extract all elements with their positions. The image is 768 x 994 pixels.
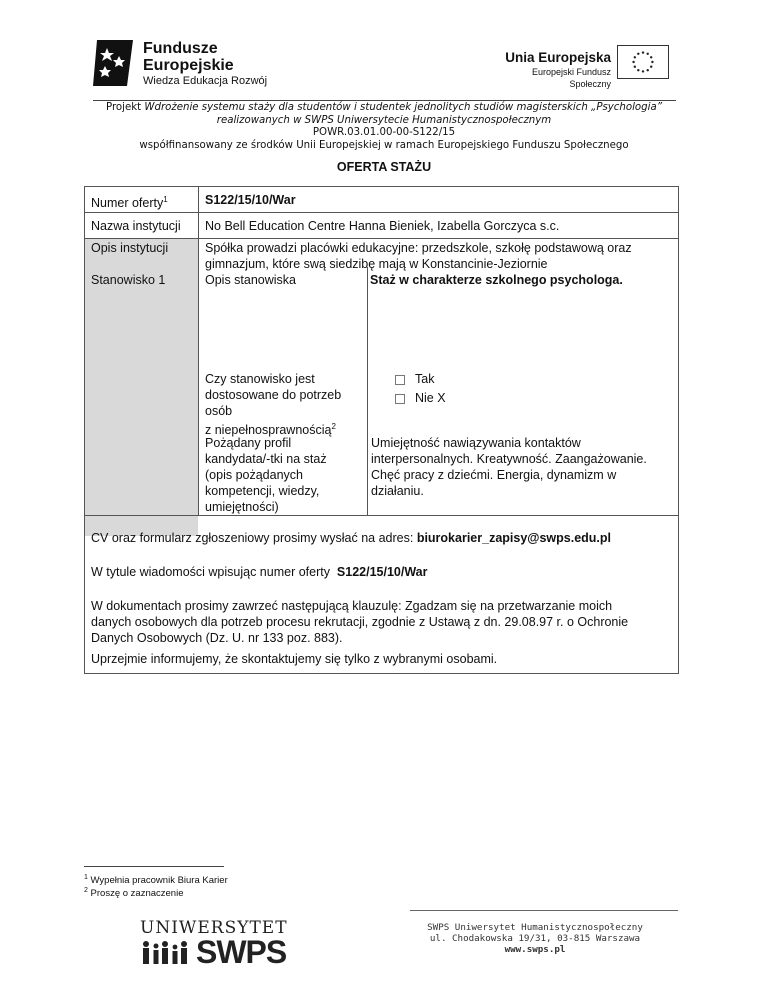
fe-title-line2: Europejskie (143, 57, 234, 74)
ue-label (496, 50, 611, 90)
row-divider (85, 515, 678, 516)
offer-number-value: S122/15/10/War (205, 193, 296, 207)
address-line2: ul. Chodakowska 19/31, 03-815 Warszawa (429, 933, 641, 944)
cv-email-link[interactable]: biurokarier_zapisy@swps.edu.pl (416, 531, 612, 545)
institution-label: Nazwa instytucji (91, 219, 181, 233)
checkbox-yes-icon[interactable] (395, 375, 405, 385)
swps-address (400, 922, 670, 955)
project-info (60, 102, 708, 152)
profile-label: Pożądany profil kandydata/-tki na staż (opis pożądanych kompetencji, wiedzy, umiejętności) (205, 436, 327, 514)
project-title: Wdrożenie systemu staży dla studentów i studentek jednolitych studiów magisterskich „Psychologia” (144, 102, 662, 113)
offer-title: OFERTA STAŻU (336, 160, 432, 174)
people-silhouette-icon (140, 940, 190, 966)
fe-title-line1: Fundusze (143, 40, 218, 57)
header-divider (93, 100, 676, 101)
ue-subtitle: Europejski Fundusz Społeczny (531, 67, 611, 89)
checkbox-no-icon[interactable] (395, 394, 405, 404)
eu-flag-icon (617, 45, 669, 79)
fundusze-europejskie-logo (93, 40, 293, 90)
address-line1: SWPS Uniwersytet Humanistycznospołeczny (427, 922, 643, 933)
institution-value: No Bell Education Centre Hanna Bieniek, Izabella Gorczyca s.c. (205, 219, 560, 233)
option-no[interactable]: Nie X (395, 390, 446, 406)
ue-title: Unia Europejska (505, 50, 611, 65)
description-line2: gimnazjum, które swą siedzibę mają w Konstancinie-Jeziornie (205, 257, 548, 271)
position-label: Stanowisko 1 (91, 273, 166, 287)
offer-number-label: Numer oferty$^1$ (91, 195, 168, 211)
footnote-2: $^2$ Proszę o zaznaczenie (84, 887, 184, 900)
project-prefix: Projekt (106, 102, 145, 113)
swps-logo (140, 918, 300, 970)
website-link[interactable]: www.swps.pl (504, 944, 566, 955)
row-divider (85, 212, 678, 213)
description-label: Opis instytucji (91, 241, 169, 255)
subject-instruction: W tytule wiadomości wpisując numer oferty S122/15/10/War (91, 565, 428, 579)
position-desc-value: Staż w charakterze szkolnego psychologa. (370, 273, 623, 287)
row-divider (85, 238, 678, 239)
fe-star-logo-icon (93, 40, 137, 86)
cv-instruction: CV oraz formularz zgłoszeniowy prosimy wysłać na adres: biurokarier_zapisy@swps.edu.pl (91, 531, 612, 545)
project-cofinance: współfinansowany ze środków Unii Europejskiej w ramach Europejskiego Funduszu Społecznego (139, 139, 629, 151)
adapted-label: Czy stanowisko jest dostosowane do potrzeb osób z niepełnosprawnością$^2$ (205, 372, 342, 438)
fe-subtitle: Wiedza Edukacja Rozwój (143, 75, 268, 87)
option-yes[interactable]: Tak (395, 371, 434, 387)
swps-logo-line2: SWPS (196, 934, 287, 970)
position-desc-label: Opis stanowiska (205, 273, 297, 287)
project-line1 (60, 102, 708, 115)
project-code: POWR.03.01.00-00-S122/15 (312, 127, 456, 139)
footnote-divider (84, 866, 224, 867)
footnote-1: $^1$ Wypełnia pracownik Biura Karier (84, 874, 228, 887)
column-divider (198, 187, 199, 515)
project-university: realizowanych w SWPS Uniwersytecie Humanistycznospołecznym (216, 114, 552, 126)
project-line2 (60, 115, 708, 128)
inner-column-divider (367, 267, 368, 515)
description-line1: Spółka prowadzi placówki edukacyjne: przedszkole, szkołę podstawową oraz (205, 241, 632, 255)
offer-table (84, 186, 679, 674)
swps-logo-line1: UNIWERSYTET (140, 918, 288, 938)
contact-notice: Uprzejmie informujemy, że skontaktujemy się tylko z wybranymi osobami. (91, 652, 498, 666)
footer-divider (410, 910, 678, 911)
consent-clause: W dokumentach prosimy zawrzeć następującą klauzulę: Zgadzam się na przetwarzanie moich danych osobowych dla potrzeb procesu rekrutacji, zgodnie z Ustawą z dn. 29.08.97 r. o Ochronie Danych Osobowych (Dz. U. nr 133 poz. 883). (91, 599, 629, 645)
profile-value: Umiejętność nawiązywania kontaktów interpersonalnych. Kreatywność. Zaangażowanie. Chęć pracy z dziećmi. Energia, dynamizm w działaniu. (371, 436, 647, 498)
